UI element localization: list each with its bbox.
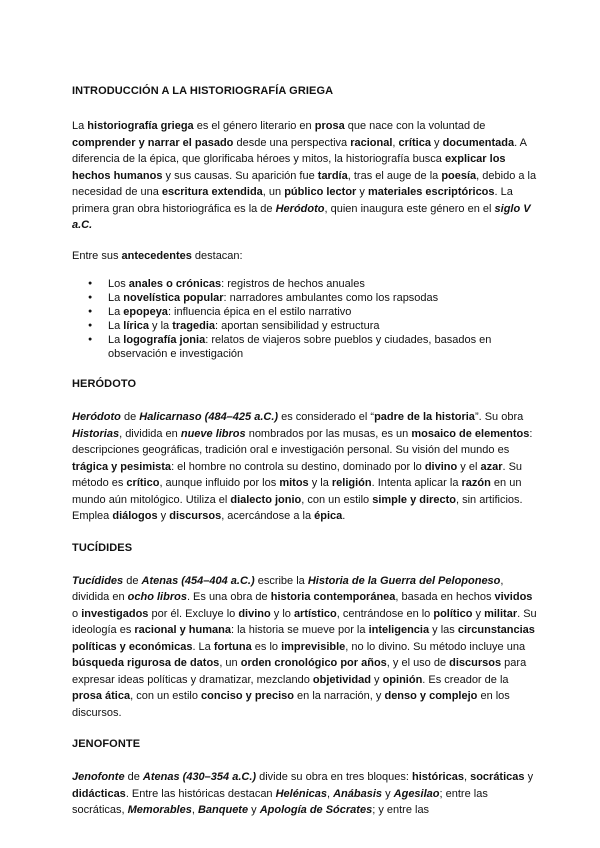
tucidides-paragraph [72, 573, 540, 722]
text-run: , con un estilo [130, 690, 202, 702]
text-run: ; y entre las [372, 804, 430, 816]
text-run: Heródoto [72, 411, 121, 423]
text-run: : descripciones geográficas, tradición oral e investigación personal. Su visión del mundo es [72, 427, 533, 456]
text-run: Anábasis [333, 787, 383, 800]
text-run: Memorables [127, 804, 192, 816]
text-run: inteligencia [368, 624, 430, 636]
text-run: en los discursos. [72, 690, 510, 719]
text-run: , [326, 787, 334, 800]
text-run: , basada en hechos [395, 591, 495, 603]
list-item [88, 277, 540, 291]
text-run: , [392, 136, 399, 149]
text-run: y [430, 136, 443, 149]
text-run: Atenas (430–354 a.C.) [142, 771, 257, 783]
text-run: por él. Excluye lo [148, 607, 239, 620]
text-run: fortuna [213, 640, 252, 653]
text-run: . La primera gran obra historiográfica es la de [72, 186, 513, 215]
text-run: : la historia se mueve por la [230, 624, 369, 636]
text-run: . Su método es [72, 460, 523, 489]
text-run: denso y complejo [384, 690, 478, 702]
text-run: azar [480, 460, 503, 473]
text-run: La [108, 292, 124, 304]
text-run: nueve libros [180, 427, 246, 440]
text-run: , un [262, 186, 285, 198]
list-item [88, 305, 540, 319]
text-run: destacan: [191, 249, 243, 262]
text-run: socráticas [470, 771, 525, 783]
text-run: documentada [442, 136, 515, 149]
text-run: que nace con la voluntad de [344, 120, 486, 132]
text-run: didácticas [72, 787, 126, 800]
text-run: lírica [123, 320, 149, 332]
text-run: discursos [449, 657, 502, 669]
section-heading-tucidides: TUCÍDIDES [72, 541, 133, 554]
jenofonte-paragraph [72, 769, 540, 819]
document-title: INTRODUCCIÓN A LA HISTORIOGRAFÍA GRIEGA [72, 85, 334, 97]
text-run: y [356, 186, 368, 198]
text-run: históricas [411, 771, 464, 783]
text-run: historia contemporánea [270, 591, 396, 603]
text-run: y el [457, 460, 481, 473]
text-run: Historias [72, 427, 120, 440]
text-run: es considerado el “ [278, 411, 375, 423]
text-run: prosa [314, 120, 345, 132]
text-run: , aunque influido por los [159, 477, 280, 489]
list-item [88, 291, 540, 305]
text-run: y [370, 673, 383, 686]
text-run: novelística popular [123, 292, 224, 304]
text-run: Historia de la Guerra del Peloponeso [307, 574, 501, 587]
text-run: Los [108, 278, 129, 290]
text-run: explicar los hechos humanos [72, 153, 506, 182]
intro-paragraph [72, 118, 540, 234]
text-run: , [191, 804, 198, 816]
list-item [88, 333, 540, 361]
text-run: artístico [293, 607, 337, 620]
text-run: y sus causas. Su aparición fue [162, 169, 318, 182]
text-run: crítica [398, 136, 431, 149]
text-run: epopeya [123, 306, 168, 318]
text-run: es el género literario en [193, 120, 315, 132]
text-run: antecedentes [121, 249, 192, 262]
text-run: de [123, 574, 142, 587]
text-run: . [342, 510, 346, 522]
text-run: , acercándose a la [221, 510, 315, 522]
text-run: militar [484, 607, 518, 620]
text-run: La [108, 320, 124, 332]
text-run: logografía jonia [123, 334, 206, 346]
text-run: opinión [382, 673, 423, 686]
text-run: o [72, 607, 82, 620]
text-run: La [72, 120, 88, 132]
text-run: mosaico de elementos [411, 427, 530, 440]
text-run: de [124, 771, 143, 783]
text-run: divino [238, 607, 271, 620]
text-run: religión [331, 477, 372, 489]
text-run: : aportan sensibilidad y estructura [215, 320, 380, 332]
text-run: razón [461, 477, 491, 489]
text-run: historiografía griega [87, 120, 194, 132]
text-run: conciso y preciso [201, 690, 294, 702]
text-run: Heródoto [275, 202, 325, 215]
text-run: . Es creador de la [422, 673, 509, 686]
text-run: comprender y narrar el pasado [72, 136, 234, 149]
text-run: : registros de hechos anuales [221, 278, 365, 290]
text-run: discursos [169, 510, 222, 522]
text-run: ”. Su obra [474, 411, 524, 423]
text-run: búsqueda rigurosa de datos [72, 657, 220, 669]
text-run: Tucídides [72, 574, 124, 587]
text-run: investigados [81, 607, 149, 620]
antecedentes-intro [72, 248, 540, 265]
text-run: Entre sus [72, 249, 122, 262]
text-run: anales o crónicas [128, 278, 222, 290]
text-run: objetividad [312, 673, 371, 686]
text-run: poesía [441, 169, 477, 182]
text-run: , quien inaugura este género en el [324, 202, 495, 215]
text-run: divino [424, 460, 458, 473]
text-run: , no lo divino. Su método incluye una [345, 640, 526, 653]
section-heading-jenofonte: JENOFONTE [72, 738, 141, 750]
text-run: padre de la historia [374, 411, 475, 423]
text-run: es lo [251, 640, 282, 653]
text-run: racional [350, 136, 393, 149]
text-run: tardía [317, 169, 348, 182]
text-run: y la [148, 320, 173, 332]
text-run: en la narración, y [293, 690, 385, 702]
text-run: vividos [494, 591, 533, 603]
text-run: y [524, 771, 534, 783]
text-run: desde una perspectiva [233, 136, 351, 149]
text-run: , dividida en [119, 427, 181, 440]
text-run: Apología de Sócrates [259, 804, 373, 816]
text-run: , dividida en [72, 574, 504, 603]
text-run: diálogos [112, 510, 158, 522]
text-run: ; entre las socráticas, [72, 787, 488, 816]
text-run: escritura extendida [161, 186, 263, 198]
text-run: : narradores ambulantes como los rapsodas [223, 292, 439, 304]
section-heading-herodoto: HERÓDOTO [72, 378, 137, 390]
text-run: público lector [284, 186, 357, 198]
text-run: dialecto jonio [230, 493, 302, 506]
text-run: y [472, 607, 485, 620]
text-run: . Es una obra de [186, 591, 271, 603]
text-run: , [463, 771, 471, 783]
text-run: divide su obra en tres bloques: [256, 771, 412, 783]
text-run: : relatos de viajeros sobre pueblos y ciudades, basados en observación e investigación [108, 334, 492, 360]
text-run: tragedia [172, 320, 216, 332]
text-run: , y el uso de [386, 657, 450, 669]
text-run: nombrados por las musas, es un [245, 427, 412, 440]
list-item [88, 319, 540, 333]
text-run: , un [219, 657, 241, 669]
text-run: épica [314, 510, 343, 522]
text-run: materiales escriptóricos [367, 186, 495, 198]
text-run: ocho libros [127, 591, 187, 603]
text-run: imprevisible [281, 640, 346, 653]
text-run: y la [308, 477, 332, 489]
text-run: circunstancias políticas y económicas [72, 624, 535, 653]
text-run: político [433, 607, 473, 620]
text-run: . La [192, 640, 214, 653]
text-run: . Entre las históricas destacan [125, 787, 276, 800]
text-run: . Intenta aplicar la [371, 477, 462, 489]
antecedentes-list [72, 277, 540, 361]
text-run: trágica y pesimista [72, 460, 172, 473]
text-run: escribe la [254, 574, 308, 587]
text-run: : influencia épica en el estilo narrativo [167, 306, 352, 318]
text-run: Atenas (454–404 a.C.) [141, 574, 255, 587]
text-run: , debido a la necesidad de una [72, 169, 537, 198]
text-run: Banquete [197, 804, 249, 816]
text-run: Halicarnaso (484–425 a.C.) [139, 411, 279, 423]
text-run: La [108, 334, 124, 346]
text-run: Agesilao [393, 787, 440, 800]
text-run: . A diferencia de la épica, que glorificaba héroes y mitos, la historiografía busca [72, 136, 527, 165]
text-run: La [108, 306, 124, 318]
text-run: Helénicas [275, 787, 327, 800]
text-run: racional y humana [134, 624, 231, 636]
text-run: para expresar ideas políticas y dramatizar, mezclando [72, 657, 527, 686]
text-run: de [120, 411, 140, 423]
text-run: Jenofonte [72, 771, 125, 783]
text-run: simple y directo [372, 493, 456, 506]
text-run: y lo [270, 607, 294, 620]
text-run: , tras el auge de la [347, 169, 442, 182]
text-run: orden cronológico por años [240, 657, 387, 669]
text-run: siglo V a.C. [72, 202, 531, 231]
text-run: y [157, 510, 170, 522]
text-run: y las [429, 624, 458, 636]
text-run: prosa ática [72, 690, 131, 702]
text-run: , sin artificios. Emplea [72, 493, 523, 522]
text-run: . Su ideología es [72, 607, 537, 636]
text-run: , con un estilo [301, 493, 373, 506]
text-run: y [248, 804, 260, 816]
text-run: y [382, 787, 394, 800]
text-run: en un mundo aún mitológico. Utiliza el [72, 477, 522, 506]
text-run: : el hombre no controla su destino, dominado por lo [171, 460, 425, 473]
text-run: , centrándose en lo [336, 607, 434, 620]
text-run: mitos [279, 477, 309, 489]
herodoto-paragraph [72, 409, 540, 525]
text-run: crítico [126, 477, 160, 489]
